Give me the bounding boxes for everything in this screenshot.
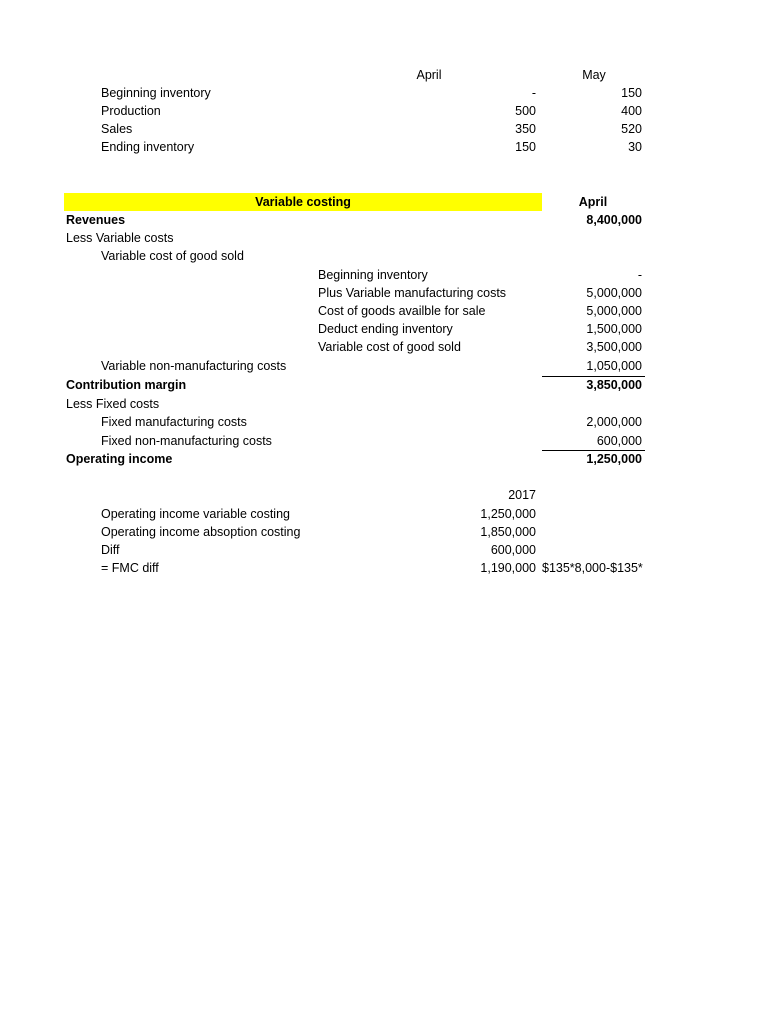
inv-april-beginning: - <box>531 86 536 100</box>
cogs-value-mfg: 5,000,000 <box>586 286 642 300</box>
header-april: April <box>416 68 442 82</box>
inv-label-ending: Ending inventory <box>101 140 195 154</box>
inv-label-beginning: Beginning inventory <box>101 86 211 100</box>
inv-april-ending: 150 <box>515 140 536 154</box>
cogs-label-mfg: Plus Variable manufacturing costs <box>318 286 507 300</box>
comparison-value-diff: 600,000 <box>490 543 536 557</box>
cogs-value-vcogs: 3,500,000 <box>586 340 642 354</box>
fixed-nonmfg-value: 600,000 <box>596 434 642 448</box>
inv-april-production: 500 <box>515 104 536 118</box>
fixed-mfg-value: 2,000,000 <box>586 415 642 429</box>
contribution-margin-value: 3,850,000 <box>586 378 642 392</box>
inv-may-production: 400 <box>621 104 642 118</box>
nonmfg-value: 1,050,000 <box>586 359 642 373</box>
less-fixed-costs: Less Fixed costs <box>66 397 160 411</box>
comparison-label-absorption: Operating income absoption costing <box>101 525 301 539</box>
inv-label-sales: Sales <box>101 122 133 136</box>
fixed-mfg-label: Fixed manufacturing costs <box>101 415 247 429</box>
fixed-nonmfg-label: Fixed non-manufacturing costs <box>101 434 272 448</box>
statement-column-header: April <box>578 195 608 209</box>
statement-title: Variable costing <box>255 195 351 209</box>
less-variable-costs: Less Variable costs <box>66 231 174 245</box>
inv-label-production: Production <box>101 104 161 118</box>
revenues-label: Revenues <box>66 213 126 227</box>
comparison-value-variable: 1,250,000 <box>480 507 536 521</box>
inv-may-sales: 520 <box>621 122 642 136</box>
revenues-value: 8,400,000 <box>586 213 642 227</box>
cogs-label-beginning: Beginning inventory <box>318 268 428 282</box>
cogs-label-vcogs: Variable cost of good sold <box>318 340 461 354</box>
fmc-formula: $135*8,000-$135* <box>542 561 643 575</box>
comparison-value-fmc: 1,190,000 <box>480 561 536 575</box>
nonmfg-label: Variable non-manufacturing costs <box>101 359 287 373</box>
vcogs-heading: Variable cost of good sold <box>101 249 244 263</box>
cogs-value-ending: 1,500,000 <box>586 322 642 336</box>
inv-april-sales: 350 <box>515 122 536 136</box>
contribution-margin-label: Contribution margin <box>66 378 187 392</box>
header-may: May <box>582 68 606 82</box>
comparison-label-diff: Diff <box>101 543 120 557</box>
comparison-label-fmc: = FMC diff <box>101 561 159 575</box>
cogs-label-ending: Deduct ending inventory <box>318 322 453 336</box>
comparison-year: 2017 <box>508 488 536 502</box>
operating-income-value: 1,250,000 <box>586 452 642 466</box>
cogs-label-available: Cost of goods availble for sale <box>318 304 486 318</box>
cogs-value-available: 5,000,000 <box>586 304 642 318</box>
operating-income-label: Operating income <box>66 452 173 466</box>
cogs-value-beginning: - <box>637 268 642 282</box>
inv-may-beginning: 150 <box>621 86 642 100</box>
comparison-value-absorption: 1,850,000 <box>480 525 536 539</box>
comparison-label-variable: Operating income variable costing <box>101 507 290 521</box>
inv-may-ending: 30 <box>628 140 642 154</box>
